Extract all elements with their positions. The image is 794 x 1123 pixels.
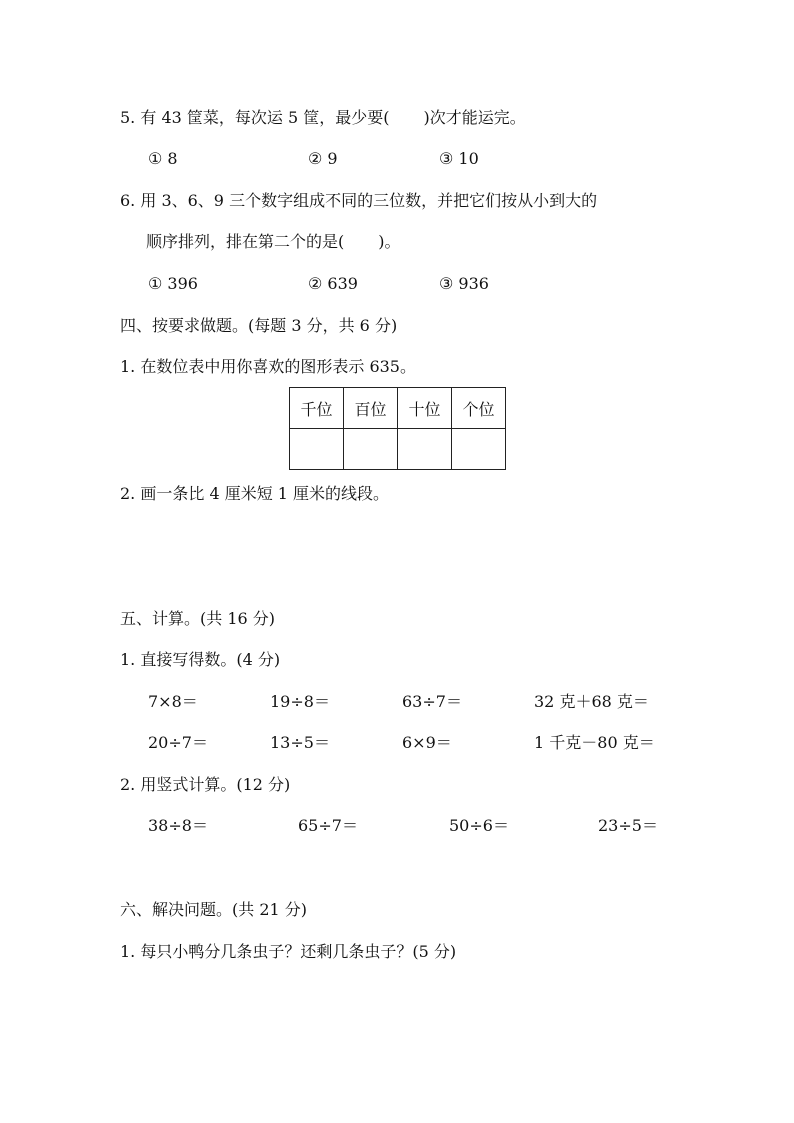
section4-item1: 1. 在数位表中用你喜欢的图形表示 635。	[120, 357, 416, 376]
section5-title: 五、计算。(共 16 分)	[120, 609, 276, 628]
header-ones: 个位	[452, 388, 506, 429]
answer-cell-thousands[interactable]	[290, 429, 344, 470]
q5-option-1[interactable]: ① 8	[148, 149, 178, 168]
table-answer-row	[290, 429, 506, 470]
q6-stem-line2: 顺序排列，排在第二个的是( )。	[146, 232, 401, 251]
vertical-calc-problem: 65÷7＝	[298, 816, 358, 835]
q6-option-1[interactable]: ① 396	[148, 274, 198, 293]
answer-cell-hundreds[interactable]	[344, 429, 398, 470]
section5-item1: 1. 直接写得数。(4 分)	[120, 650, 281, 669]
calc-problem: 19÷8＝	[270, 692, 330, 711]
calc-problem: 32 克＋68 克＝	[534, 692, 649, 711]
vertical-calc-problem: 23÷5＝	[598, 816, 658, 835]
answer-cell-ones[interactable]	[452, 429, 506, 470]
calc-problem: 13÷5＝	[270, 733, 330, 752]
section5-item2: 2. 用竖式计算。(12 分)	[120, 775, 291, 794]
calc-problem: 1 千克－80 克＝	[534, 733, 655, 752]
header-tens: 十位	[398, 388, 452, 429]
calc-problem: 6×9＝	[402, 733, 452, 752]
place-value-table	[289, 387, 506, 470]
q5-option-2[interactable]: ② 9	[308, 149, 338, 168]
answer-cell-tens[interactable]	[398, 429, 452, 470]
q6-stem-line1: 6. 用 3、6、9 三个数字组成不同的三位数，并把它们按从小到大的	[120, 191, 598, 210]
section6-item1: 1. 每只小鸭分几条虫子？还剩几条虫子？(5 分)	[120, 942, 457, 961]
table-header-row	[290, 388, 506, 429]
calc-problem: 63÷7＝	[402, 692, 462, 711]
section6-title: 六、解决问题。(共 21 分)	[120, 900, 308, 919]
header-thousands: 千位	[290, 388, 344, 429]
header-hundreds: 百位	[344, 388, 398, 429]
section4-title: 四、按要求做题。(每题 3 分，共 6 分)	[120, 316, 398, 335]
calc-problem: 20÷7＝	[148, 733, 208, 752]
q6-option-2[interactable]: ② 639	[308, 274, 358, 293]
vertical-calc-problem: 38÷8＝	[148, 816, 208, 835]
q6-option-3[interactable]: ③ 936	[439, 274, 489, 293]
calc-problem: 7×8＝	[148, 692, 198, 711]
q5-option-3[interactable]: ③ 10	[439, 149, 479, 168]
q5-stem: 5. 有 43 筐菜，每次运 5 筐，最少要( )次才能运完。	[120, 108, 526, 127]
section4-item2: 2. 画一条比 4 厘米短 1 厘米的线段。	[120, 484, 390, 503]
vertical-calc-problem: 50÷6＝	[449, 816, 509, 835]
